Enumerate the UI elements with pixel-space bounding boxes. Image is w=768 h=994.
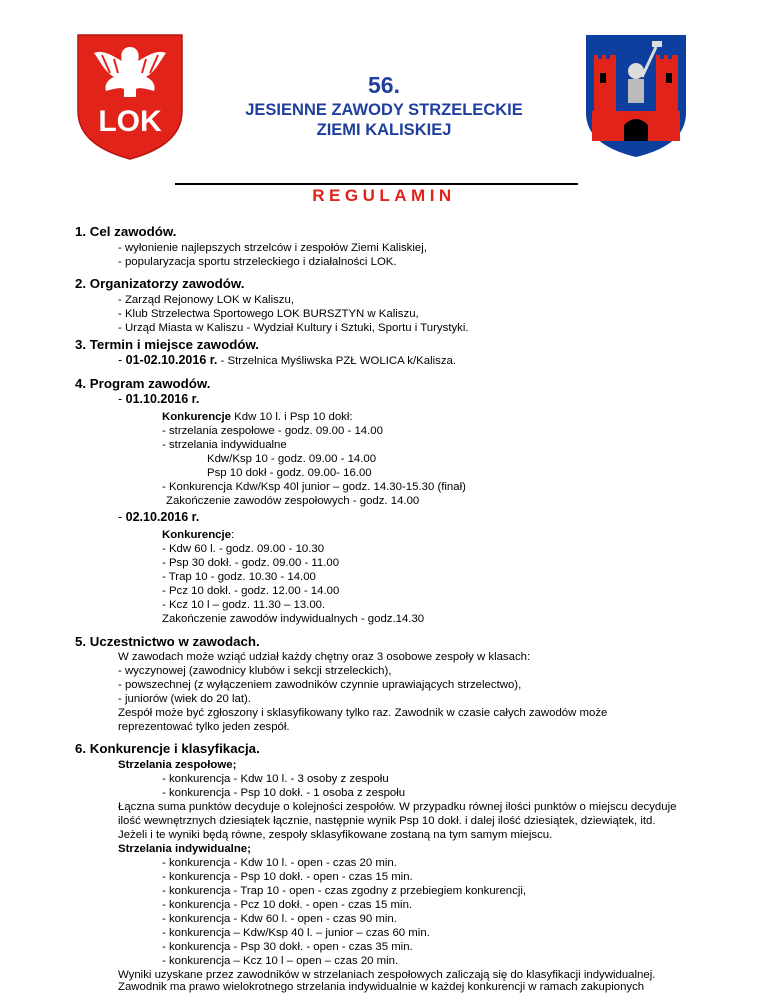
individual-competition-line: - konkurencja - Kdw 60 l. - open - czas 90 min. (162, 913, 397, 925)
section-1-heading: 1. Cel zawodów. (75, 224, 177, 239)
section-5-line: W zawodach może wziąć udział każdy chętny oraz 3 osobowe zespoły w klasach: (118, 651, 531, 663)
day-2-line: - Kcz 10 l – godz. 11.30 – 13.00. (162, 599, 326, 611)
section-5-heading: 5. Uczestnictwo w zawodach. (75, 634, 260, 649)
lok-logo-text: LOK (98, 105, 162, 138)
day-1-prefix: - (118, 392, 126, 406)
individual-competition-line: - konkurencja – Kdw/Ksp 40 l. – junior – czas 60 min. (162, 927, 430, 939)
day-1-date: 01.10.2016 r. (125, 392, 200, 406)
individual-competition-line: - konkurencja - Trap 10 - open - czas zgodny z przebiegiem konkurencji, (162, 885, 527, 897)
page-title-line2: ZIEMI KALISKIEJ (316, 121, 452, 139)
section-6-heading: 6. Konkurencje i klasyfikacja. (75, 741, 260, 756)
classification-justified-line: Zawodnik ma prawo wielokrotnego strzelania indywidualnie w każdej konkurencji w ramach zakupionych (118, 981, 645, 993)
day-1-line: - Konkurencja Kdw/Ksp 40l junior – godz. 14.30-15.30 (finał) (162, 481, 466, 493)
competitions-label: Konkurencje (162, 411, 231, 423)
event-date: 01-02.10.2016 r. (125, 353, 218, 367)
competitions-label: Konkurencje (162, 529, 231, 541)
section-5-line: - powszechnej (z wyłączeniem zawodników czynnie uprawiających strzelectwo), (118, 679, 522, 691)
day-2-line: - Kdw 60 l. - godz. 09.00 - 10.30 (162, 543, 325, 555)
team-rules-line: ilość wewnętrznych dziesiątek łącznie, następnie wynik Psp 10 dokł. i dalej ilość dziesiątek, dziewiątek, itd. (118, 815, 656, 827)
section-1-line: - popularyzacja sportu strzeleckiego i działalności LOK. (118, 256, 397, 268)
section-3-date-line (118, 353, 456, 367)
team-competition-line: - konkurencja - Kdw 10 l. - 3 osoby z zespołu (162, 773, 389, 785)
section-4-heading: 4. Program zawodów. (75, 376, 211, 391)
day-1-line: Zakończenie zawodów zespołowych - godz. 14.00 (166, 495, 420, 507)
edition-number: 56. (368, 72, 400, 98)
section-2-line: - Zarząd Rejonowy LOK w Kaliszu, (118, 294, 294, 306)
day-1-date-line (118, 392, 199, 406)
day-2-line: - Trap 10 - godz. 10.30 - 14.00 (162, 571, 316, 583)
section-2-line: - Urząd Miasta w Kaliszu - Wydział Kultury i Sztuki, Sportu i Turystyki. (118, 322, 469, 334)
header-divider (175, 183, 578, 185)
regulamin-title: REGULAMIN (312, 186, 456, 205)
event-place: - Strzelnica Myśliwska PZŁ WOLICA k/Kalisza. (217, 355, 457, 367)
classification-line: Wyniki uzyskane przez zawodników w strzelaniach zespołowych zaliczają się do klasyfikacji indywidualnej. (118, 969, 656, 981)
day-2-line: - Pcz 10 dokł. - godz. 12.00 - 14.00 (162, 585, 340, 597)
section-1-line: - wyłonienie najlepszych strzelców i zespołów Ziemi Kaliskiej, (118, 242, 427, 254)
day-2-prefix: - (118, 510, 126, 524)
team-shooting-label: Strzelania zespołowe; (118, 759, 237, 771)
individual-competition-line: - konkurencja - Pcz 10 dokł. - open - czas 15 min. (162, 899, 413, 911)
day-1-line: - strzelania zespołowe - godz. 09.00 - 14.00 (162, 425, 383, 437)
section-3-heading: 3. Termin i miejsce zawodów. (75, 337, 259, 352)
competitions-text: : (231, 529, 235, 541)
day-1-competitions (162, 410, 353, 424)
team-rules-line: Jeżeli i te wyniki będą równe, zespoły sklasyfikowane zostaną na tym samym miejscu. (118, 829, 553, 841)
section-2-line: - Klub Strzelectwa Sportowego LOK BURSZTYN w Kaliszu, (118, 308, 419, 320)
team-rules-line: Łączna suma punktów decyduje o kolejności zespołów. W przypadku równej ilości punktów o miejscu decyduje (118, 801, 677, 813)
day-1-line: Kdw/Ksp 10 - godz. 09.00 - 14.00 (207, 453, 377, 465)
classification-line (118, 980, 696, 994)
day-1-line: Psp 10 dokł - godz. 09.00- 16.00 (207, 467, 372, 479)
day-2-date-line (118, 510, 199, 524)
day-2-line: - Psp 30 dokł. - godz. 09.00 - 11.00 (162, 557, 340, 569)
individual-competition-line: - konkurencja - Kdw 10 l. - open - czas 20 min. (162, 857, 397, 869)
page-title-line1: JESIENNE ZAWODY STRZELECKIE (245, 101, 523, 119)
day-2-line: Zakończenie zawodów indywidualnych - godz.14.30 (162, 613, 425, 625)
day-1-line: - strzelania indywidualne (162, 439, 287, 451)
day-2-competitions (162, 528, 234, 542)
competitions-text: Kdw 10 l. i Psp 10 dokł: (231, 411, 353, 423)
date-prefix: - (118, 353, 126, 367)
section-2-heading: 2. Organizatorzy zawodów. (75, 276, 245, 291)
section-5-line: - juniorów (wiek do 20 lat). (118, 693, 251, 705)
day-2-date: 02.10.2016 r. (125, 510, 200, 524)
section-5-line: reprezentować tylko jeden zespół. (118, 721, 290, 733)
section-5-line: Zespół może być zgłoszony i sklasyfikowany tylko raz. Zawodnik w czasie całych zawodów może (118, 707, 608, 719)
individual-competition-line: - konkurencja - Psp 30 dokł. - open - czas 35 min. (162, 941, 413, 953)
section-5-line: - wyczynowej (zawodnicy klubów i sekcji strzeleckich), (118, 665, 392, 677)
individual-competition-line: - konkurencja - Psp 10 dokł. - open - czas 15 min. (162, 871, 413, 883)
team-competition-line: - konkurencja - Psp 10 dokł. - 1 osoba z zespołu (162, 787, 406, 799)
individual-competition-line: - konkurencja – Kcz 10 l – open – czas 20 min. (162, 955, 399, 967)
individual-shooting-label: Strzelania indywidualne; (118, 843, 251, 855)
